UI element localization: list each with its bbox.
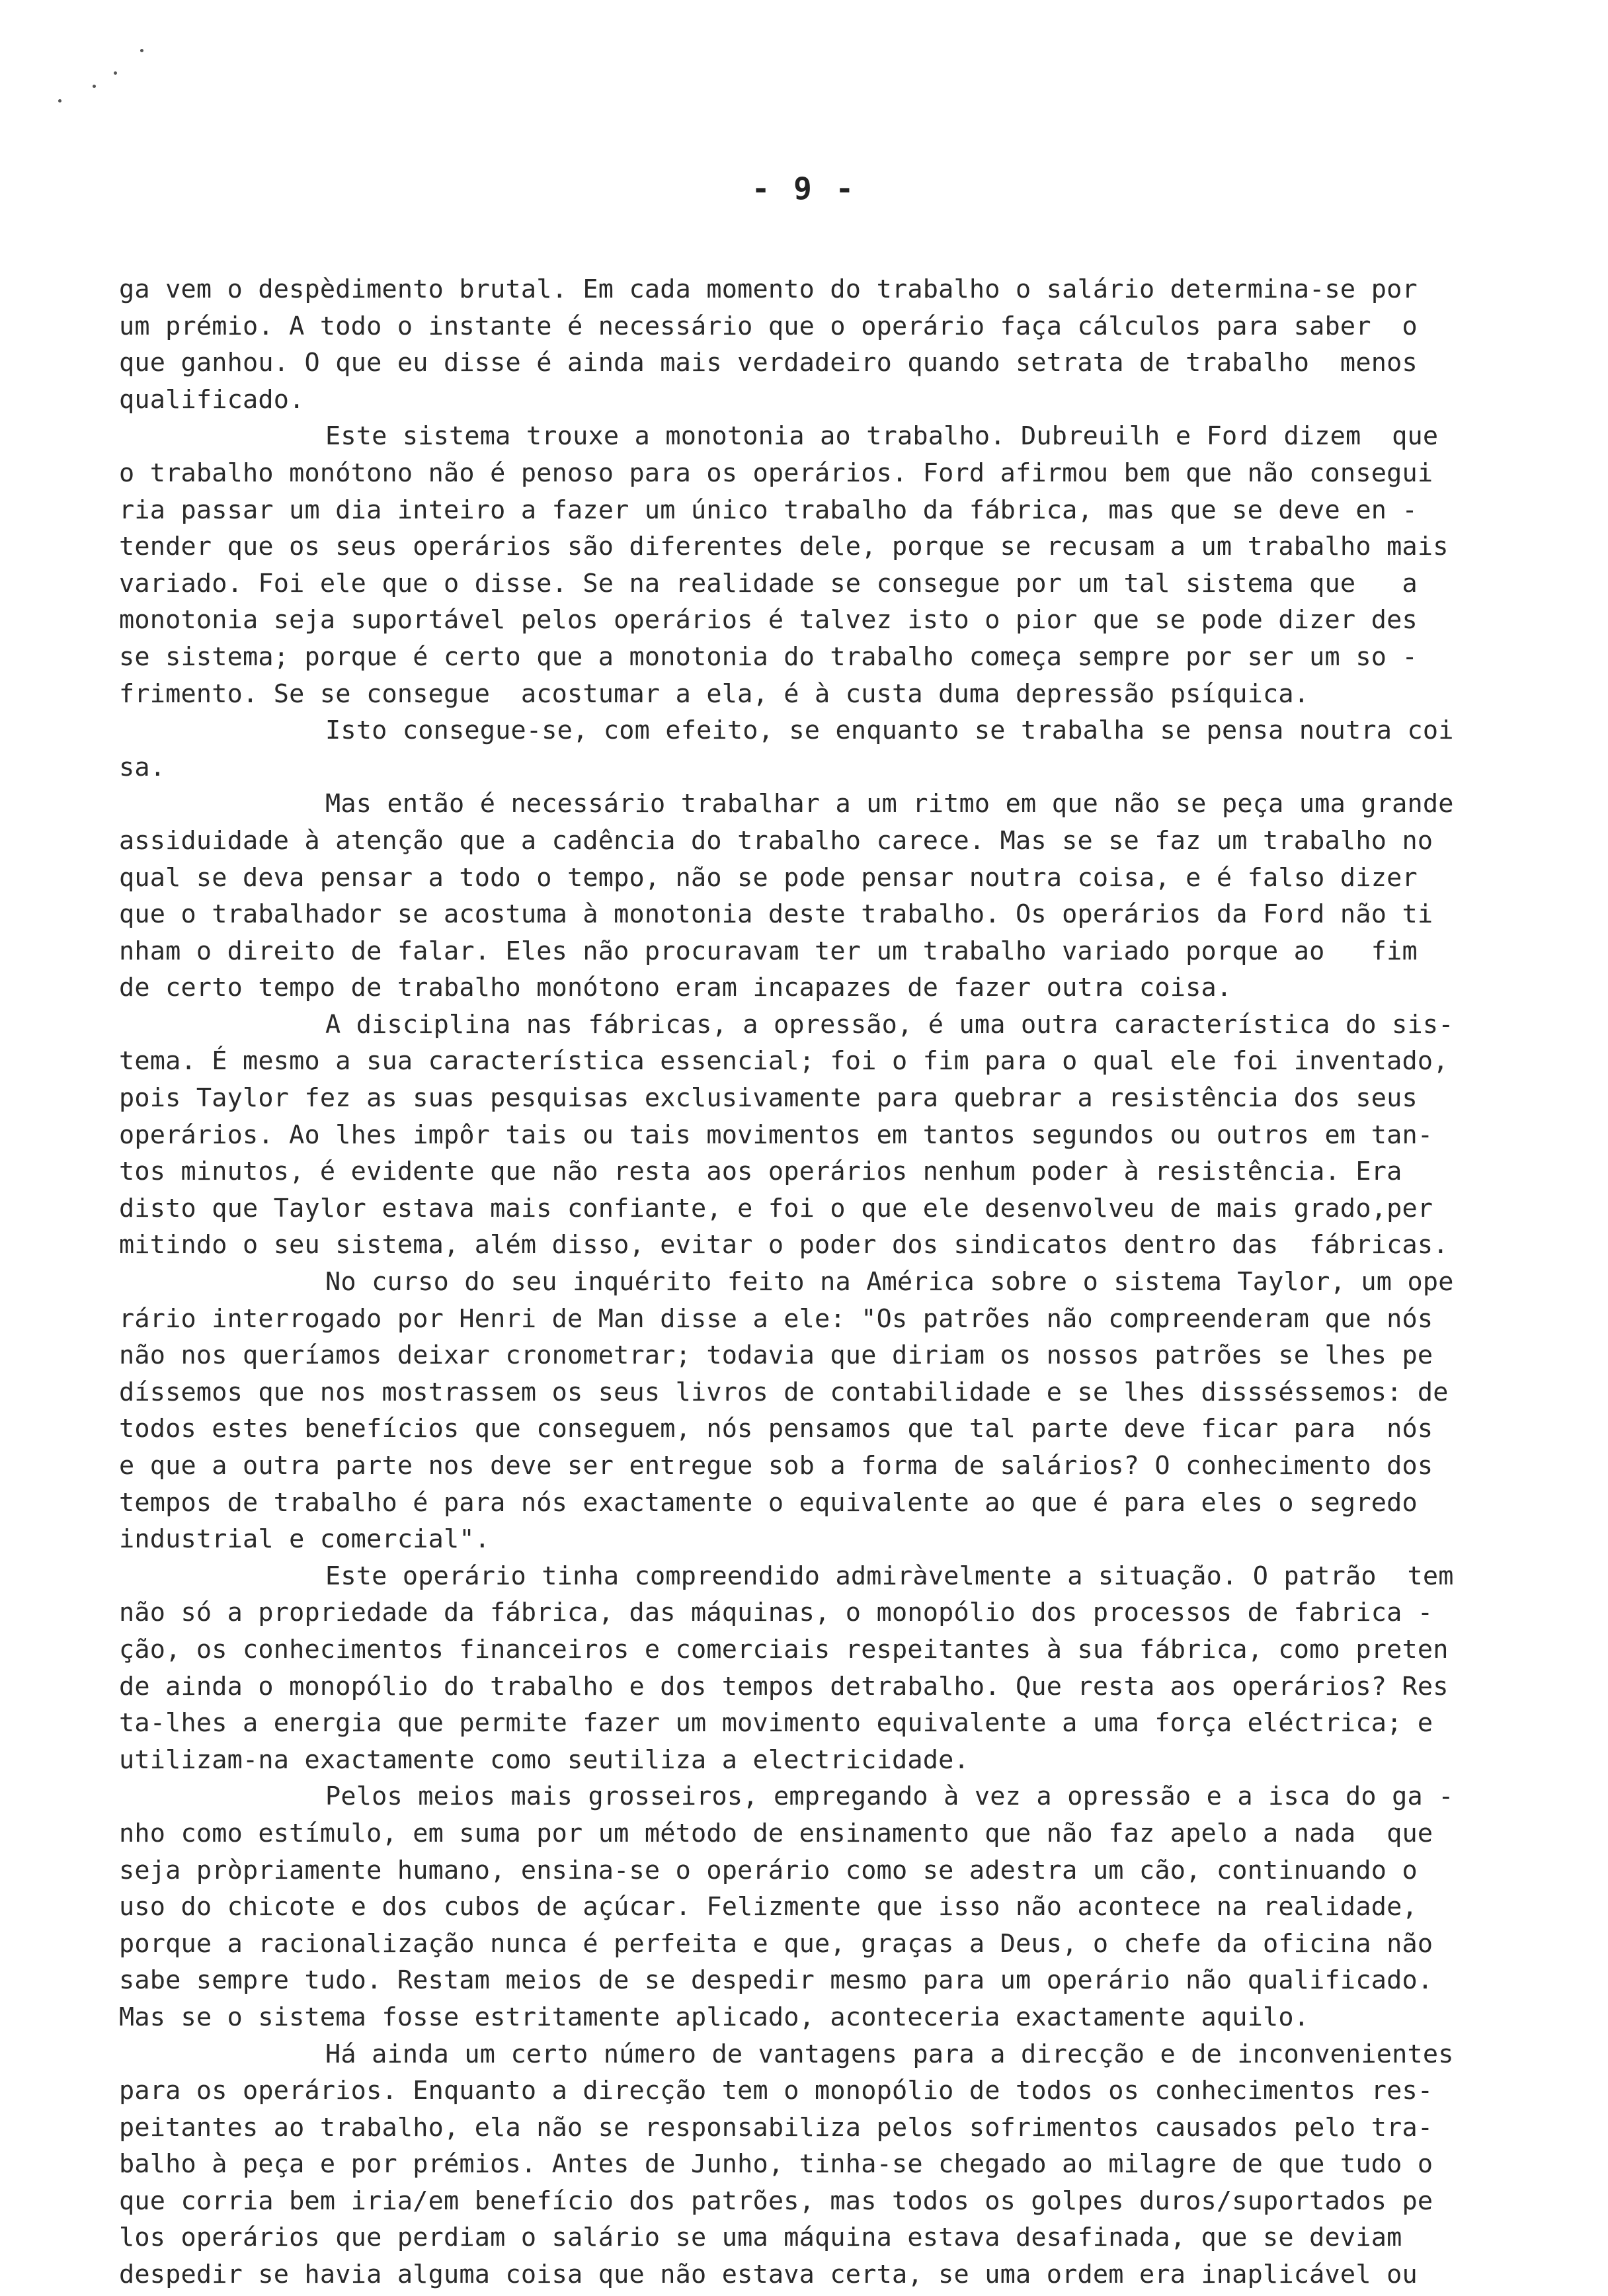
text-line: Mas se o sistema fosse estritamente aplicado, aconteceria exactamente aquilo. — [119, 2002, 1310, 2032]
text-line: frimento. Se se consegue acostumar a ela, é à custa duma depressão psíquica. — [119, 678, 1310, 709]
text-line: qualificado. — [119, 384, 305, 415]
text-line: Pelos meios mais grosseiros, empregando à vez a opressão e a isca do ga - — [325, 1782, 1454, 1812]
text-line: para os operários. Enquanto a direcção tem o monopólio de todos os conhecimentos res- — [119, 2076, 1433, 2106]
text-line: tos minutos, é evidente que não resta aos operários nenhum poder à resistência. Era — [119, 1157, 1402, 1187]
text-line: que corria bem iria/em benefício dos patrões, mas todos os golpes duros/suportados pe — [119, 2186, 1433, 2216]
text-line: monotonia seja suportável pelos operários é talvez isto o pior que se pode dizer des — [119, 605, 1418, 636]
text-line: mitindo o seu sistema, além disso, evitar o poder dos sindicatos dentro das fábricas. — [119, 1230, 1449, 1260]
text-line: o trabalho monótono não é penoso para os operários. Ford afirmou bem que não consegui — [119, 458, 1433, 488]
text-line: que o trabalhador se acostuma à monotonia deste trabalho. Os operários da Ford não ti — [119, 899, 1433, 930]
text-line: tender que os seus operários são diferentes dele, porque se recusam a um trabalho mais — [119, 532, 1449, 562]
scan-speck — [93, 85, 96, 88]
text-line: industrial e comercial". — [119, 1524, 491, 1555]
text-line: sa. — [119, 752, 166, 782]
text-line: uso do chicote e dos cubos de açúcar. Felizmente que isso não acontece na realidade, — [119, 1892, 1418, 1922]
text-line: díssemos que nos mostrassem os seus livros de contabilidade e se lhes dissséssemos: de — [119, 1377, 1449, 1407]
text-line: Há ainda um certo número de vantagens para a direcção e de inconvenientes — [325, 2039, 1454, 2069]
text-line: de ainda o monopólio do trabalho e dos tempos detrabalho. Que resta aos operários? Res — [119, 1671, 1449, 1702]
text-line: despedir se havia alguma coisa que não estava certa, se uma ordem era inaplicável ou — [119, 2260, 1418, 2290]
text-line: assiduidade à atenção que a cadência do trabalho carece. Mas se se faz um trabalho no — [119, 825, 1433, 856]
text-line: nho como estímulo, em suma por um método de ensinamento que não faz apelo a nada que — [119, 1818, 1433, 1848]
text-line: balho à peça e por prémios. Antes de Junho, tinha-se chegado ao milagre de que tudo o — [119, 2149, 1433, 2180]
text-line: e que a outra parte nos deve ser entregue sob a forma de salários? O conhecimento dos — [119, 1451, 1433, 1481]
text-line: tema. É mesmo a sua característica essencial; foi o fim para o qual ele foi inventado, — [119, 1046, 1449, 1077]
text-line: todos estes benefícios que conseguem, nós pensamos que tal parte deve ficar para nós — [119, 1414, 1433, 1444]
body-text — [119, 271, 1541, 2293]
text-line: se sistema; porque é certo que a monotonia do trabalho começa sempre por ser um so - — [119, 641, 1418, 672]
text-line: rário interrogado por Henri de Man disse a ele: "Os patrões não compreenderam que nós — [119, 1303, 1433, 1334]
scan-speck — [114, 71, 117, 75]
text-line: ção, os conhecimentos financeiros e comerciais respeitantes à sua fábrica, como preten — [119, 1634, 1449, 1664]
text-line: um prémio. A todo o instante é necessário que o operário faça cálculos para saber o — [119, 311, 1418, 341]
text-line: peitantes ao trabalho, ela não se responsabiliza pelos sofrimentos causados pelo tra- — [119, 2112, 1433, 2143]
text-line: não só a propriedade da fábrica, das máquinas, o monopólio dos processos de fabrica - — [119, 1598, 1433, 1628]
text-line: nham o direito de falar. Eles não procuravam ter um trabalho variado porque ao fim — [119, 936, 1418, 966]
text-line: que ganhou. O que eu disse é ainda mais verdadeiro quando setrata de trabalho menos — [119, 348, 1418, 378]
text-line: Isto consegue-se, com efeito, se enquanto se trabalha se pensa noutra coi — [325, 716, 1454, 746]
scan-speck — [140, 49, 143, 52]
text-line: ta-lhes a energia que permite fazer um movimento equivalente a uma força eléctrica; e — [119, 1708, 1433, 1739]
text-line: qual se deva pensar a todo o tempo, não se pode pensar noutra coisa, e é falso dizer — [119, 862, 1418, 893]
page-number: - 9 - — [751, 171, 857, 206]
text-line: seja pròpriamente humano, ensina-se o operário como se adestra um cão, continuando o — [119, 1855, 1418, 1885]
text-line: Mas então é necessário trabalhar a um ritmo em que não se peça uma grande — [325, 789, 1454, 819]
text-line: variado. Foi ele que o disse. Se na realidade se consegue por um tal sistema que a — [119, 568, 1418, 598]
text-line: A disciplina nas fábricas, a opressão, é uma outra característica do sis- — [325, 1009, 1454, 1040]
text-line: utilizam-na exactamente como seutiliza a electricidade. — [119, 1744, 969, 1775]
text-line: não nos queríamos deixar cronometrar; todavia que diriam os nossos patrões se lhes pe — [119, 1340, 1433, 1371]
text-line: sabe sempre tudo. Restam meios de se despedir mesmo para um operário não qualificado. — [119, 1965, 1433, 1996]
text-line: tempos de trabalho é para nós exactamente o equivalente ao que é para eles o segredo — [119, 1487, 1418, 1518]
text-line: pois Taylor fez as suas pesquisas exclusivamente para quebrar a resistência dos seus — [119, 1083, 1418, 1114]
text-line: No curso do seu inquérito feito na América sobre o sistema Taylor, um ope — [325, 1267, 1454, 1297]
text-line: ria passar um dia inteiro a fazer um único trabalho da fábrica, mas que se deve en - — [119, 495, 1418, 525]
text-line: operários. Ao lhes impôr tais ou tais movimentos em tantos segundos ou outros em tan- — [119, 1120, 1433, 1150]
text-line: disto que Taylor estava mais confiante, e foi o que ele desenvolveu de mais grado,per — [119, 1193, 1433, 1223]
text-line: Este operário tinha compreendido admiràvelmente a situação. O patrão tem — [325, 1561, 1454, 1591]
scan-speck — [58, 99, 61, 102]
text-line: ga vem o despèdimento brutal. Em cada momento do trabalho o salário determina-se por — [119, 274, 1418, 304]
text-line: de certo tempo de trabalho monótono eram incapazes de fazer outra coisa. — [119, 973, 1232, 1003]
text-line: porque a racionalização nunca é perfeita e que, graças a Deus, o chefe da oficina não — [119, 1928, 1433, 1959]
text-line: Este sistema trouxe a monotonia ao trabalho. Dubreuilh e Ford dizem que — [325, 421, 1439, 452]
text-line: los operários que perdiam o salário se uma máquina estava desafinada, que se deviam — [119, 2223, 1402, 2253]
